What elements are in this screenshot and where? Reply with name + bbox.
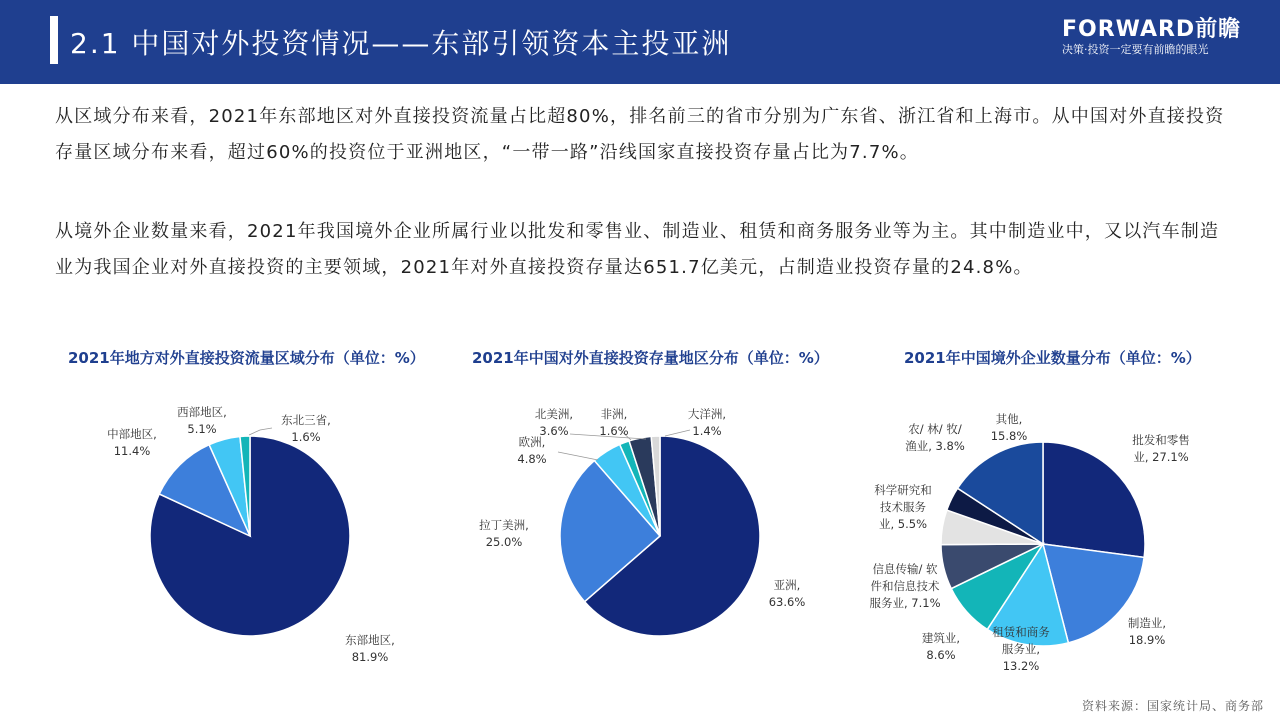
- slice-label: 租赁和商务: [992, 625, 1050, 639]
- slice-label: 欧洲,: [518, 435, 546, 449]
- slice-label: 5.1%: [187, 422, 217, 436]
- source-note: 资料来源：国家统计局、商务部: [1081, 699, 1264, 713]
- logo-name: FORWARD前瞻: [1062, 17, 1242, 42]
- slice-label: 东北三省,: [281, 413, 331, 427]
- title-accent-bar: [50, 16, 58, 64]
- slice-label: 批发和零售: [1132, 433, 1190, 447]
- paragraph-enterprise: 从境外企业数量来看，2021年我国境外企业所属行业以批发和零售业、制造业、租赁和商务服务业等为主。其中制造业中，又以汽车制造业为我国企业对外直接投资的主要领域，2021年对外直接投资存量达651.7亿美元，占制造业投资存量的24.8%。: [55, 221, 1220, 278]
- slice-label: 建筑业,: [921, 631, 961, 645]
- leader-line: [558, 452, 598, 460]
- header-bar: [0, 0, 1280, 84]
- slice-label: 信息传输/ 软: [872, 562, 938, 576]
- pie-slice: [1043, 442, 1145, 557]
- slice-label: 1.4%: [692, 424, 722, 438]
- slice-label: 13.2%: [1002, 659, 1040, 673]
- slice-label: 15.8%: [990, 429, 1028, 443]
- slice-label: 业, 27.1%: [1133, 450, 1189, 464]
- slice-label: 渔业, 3.8%: [905, 439, 965, 453]
- slice-label: 3.6%: [539, 424, 569, 438]
- slice-label: 4.8%: [517, 452, 547, 466]
- slice-label: 制造业,: [1127, 616, 1167, 630]
- pie-chart-stock: [470, 372, 850, 692]
- slice-label: 11.4%: [113, 444, 151, 458]
- slice-label: 大洋洲,: [687, 407, 727, 421]
- slice-label: 8.6%: [926, 648, 956, 662]
- slice-label: 服务业, 7.1%: [869, 596, 941, 610]
- logo-slogan: 决策·投资一定要有前瞻的眼光: [1062, 43, 1209, 56]
- slice-label: 其他,: [995, 412, 1023, 426]
- slice-label: 服务业,: [1001, 642, 1041, 656]
- chart-title-flow: 2021年地方对外直接投资流量区域分布（单位：%）: [68, 349, 425, 367]
- pie-chart-flow: [60, 372, 440, 692]
- slice-label: 技术服务: [880, 500, 926, 514]
- page-title: 2.1 中国对外投资情况——东部引领资本主投亚洲: [70, 27, 732, 60]
- slice-label: 25.0%: [485, 535, 523, 549]
- slice-label: 科学研究和: [874, 483, 932, 497]
- slice-label: 非洲,: [600, 407, 628, 421]
- slice-label: 农/ 林/ 牧/: [908, 422, 962, 436]
- slice-label: 63.6%: [768, 595, 806, 609]
- slice-label: 西部地区,: [177, 405, 227, 419]
- slice-label: 业, 5.5%: [878, 517, 928, 531]
- chart-title-stock: 2021年中国对外直接投资存量地区分布（单位：%）: [472, 349, 829, 367]
- slice-label: 东部地区,: [345, 633, 395, 647]
- slice-label: 拉丁美洲,: [479, 518, 529, 532]
- leader-line: [249, 428, 272, 435]
- slice-label: 中部地区,: [107, 427, 157, 441]
- slice-label: 81.9%: [351, 650, 389, 664]
- slice-label: 亚洲,: [773, 578, 801, 592]
- leader-line: [665, 430, 690, 436]
- slice-label: 件和信息技术: [870, 579, 940, 593]
- brand-logo: [1062, 18, 1241, 58]
- pie-chart-enterprise: [855, 372, 1235, 692]
- slice-label: 1.6%: [599, 424, 629, 438]
- chart-title-enterprise: 2021年中国境外企业数量分布（单位：%）: [904, 349, 1201, 367]
- paragraph-region: 从区域分布来看，2021年东部地区对外直接投资流量占比超80%，排名前三的省市分别为广东省、浙江省和上海市。从中国对外直接投资存量区域分布来看，超过60%的投资位于亚洲地区，“一带一路”沿线国家直接投资存量占比为7.7%。: [55, 106, 1225, 163]
- slice-label: 北美洲,: [534, 407, 574, 421]
- slice-label: 1.6%: [291, 430, 321, 444]
- slice-label: 18.9%: [1128, 633, 1166, 647]
